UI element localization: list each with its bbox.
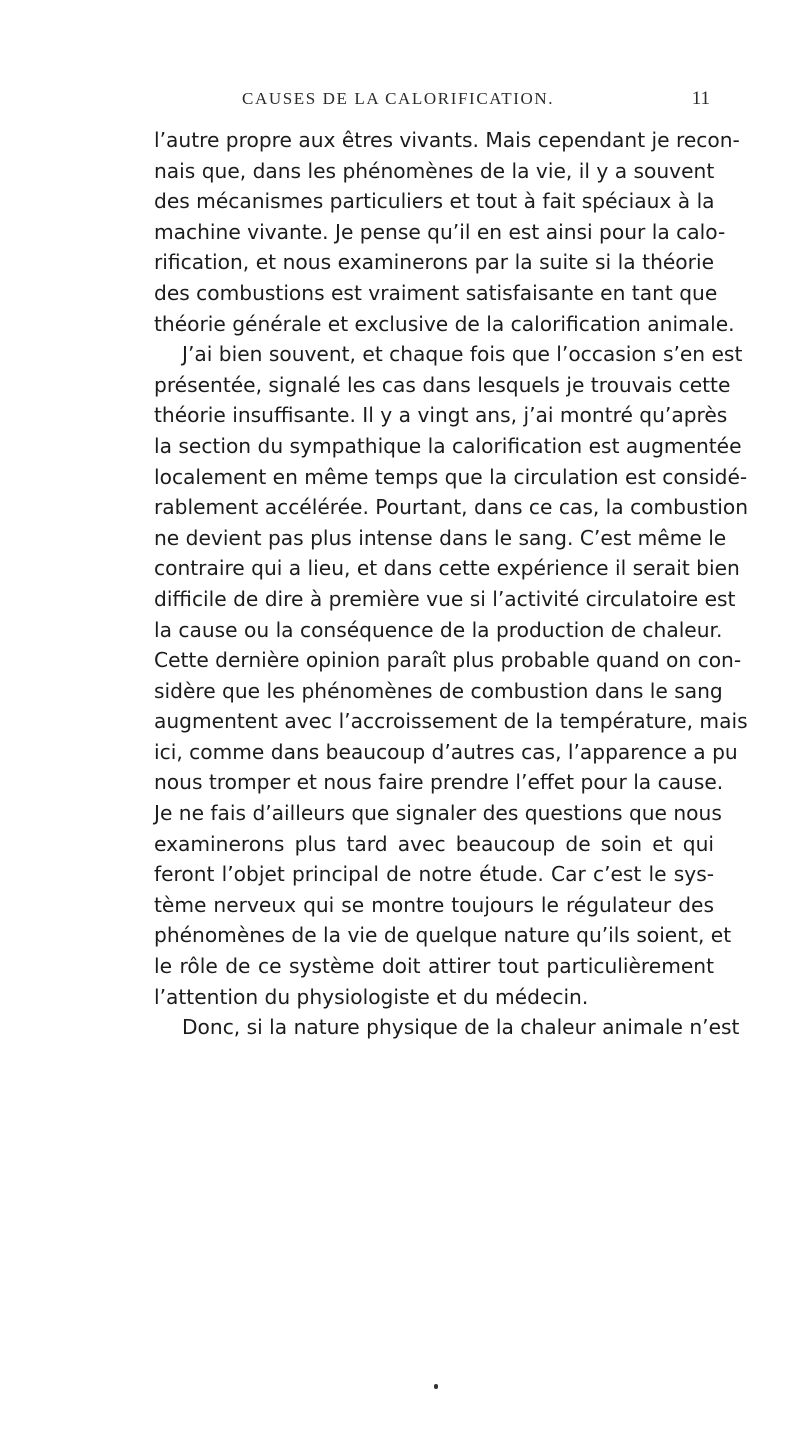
text-line: rification, et nous examinerons par la suite si la théorie: [154, 250, 714, 275]
text-line: Je ne fais d’ailleurs que signaler des questions que nous: [154, 801, 722, 826]
text-line: le rôle de ce système doit attirer tout particulièrement: [154, 954, 714, 979]
ink-speck: [434, 1384, 438, 1389]
text-line: théorie insuffisante. Il y a vingt ans, j’ai montré qu’après: [154, 403, 728, 428]
text-line: nais que, dans les phénomènes de la vie, il y a souvent: [154, 158, 715, 183]
text-line: Cette dernière opinion paraît plus probable quand on con-: [154, 648, 742, 673]
text-line: nous tromper et nous faire prendre l’effet pour la cause.: [154, 770, 724, 795]
text-line: localement en même temps que la circulation est considé-: [154, 464, 748, 489]
text-line: contraire qui a lieu, et dans cette expérience il serait bien: [154, 556, 740, 581]
text-line: tème nerveux qui se montre toujours le régulateur des: [154, 892, 714, 917]
text-line: la section du sympathique la calorification est augmentée: [154, 433, 742, 458]
running-head: [150, 89, 710, 119]
text-line: théorie générale et exclusive de la calorification animale.: [154, 311, 735, 336]
body-text: [154, 125, 748, 1043]
text-line: rablement accélérée. Pourtant, dans ce cas, la combustion: [154, 495, 748, 520]
page-number: 11: [691, 88, 710, 109]
text-line: examinerons plus tard avec beaucoup de soin et qui: [154, 831, 714, 856]
text-line: difficile de dire à première vue si l’activité circulatoire est: [154, 586, 736, 611]
text-line: augmentent avec l’accroissement de la température, mais: [154, 709, 748, 734]
text-line: phénomènes de la vie de quelque nature qu’ils soient, et: [154, 923, 732, 948]
text-line: présentée, signalé les cas dans lesquels je trouvais cette: [154, 372, 731, 397]
text-line: la cause ou la conséquence de la production de chaleur.: [154, 617, 723, 642]
text-line: des combustions est vraiment satisfaisante en tant que: [154, 280, 718, 305]
running-title: CAUSES DE LA CALORIFICATION.: [242, 89, 555, 108]
text-line: Donc, si la nature physique de la chaleur animale n’est: [182, 1015, 740, 1040]
text-line: J’ai bien souvent, et chaque fois que l’occasion s’en est: [182, 342, 743, 367]
text-line: l’attention du physiologiste et du médecin.: [154, 984, 589, 1009]
text-line: ici, comme dans beaucoup d’autres cas, l’apparence a pu: [154, 739, 738, 764]
text-line: l’autre propre aux êtres vivants. Mais cependant je recon-: [154, 128, 740, 152]
text-line: sidère que les phénomènes de combustion dans le sang: [154, 678, 723, 703]
text-line: ne devient pas plus intense dans le sang. C’est même le: [154, 525, 727, 550]
text-line: feront l’objet principal de notre étude. Car c’est le sys-: [154, 862, 714, 887]
text-line: des mécanismes particuliers et tout à fait spéciaux à la: [154, 189, 715, 214]
text-line: machine vivante. Je pense qu’il en est ainsi pour la calo-: [154, 219, 726, 244]
